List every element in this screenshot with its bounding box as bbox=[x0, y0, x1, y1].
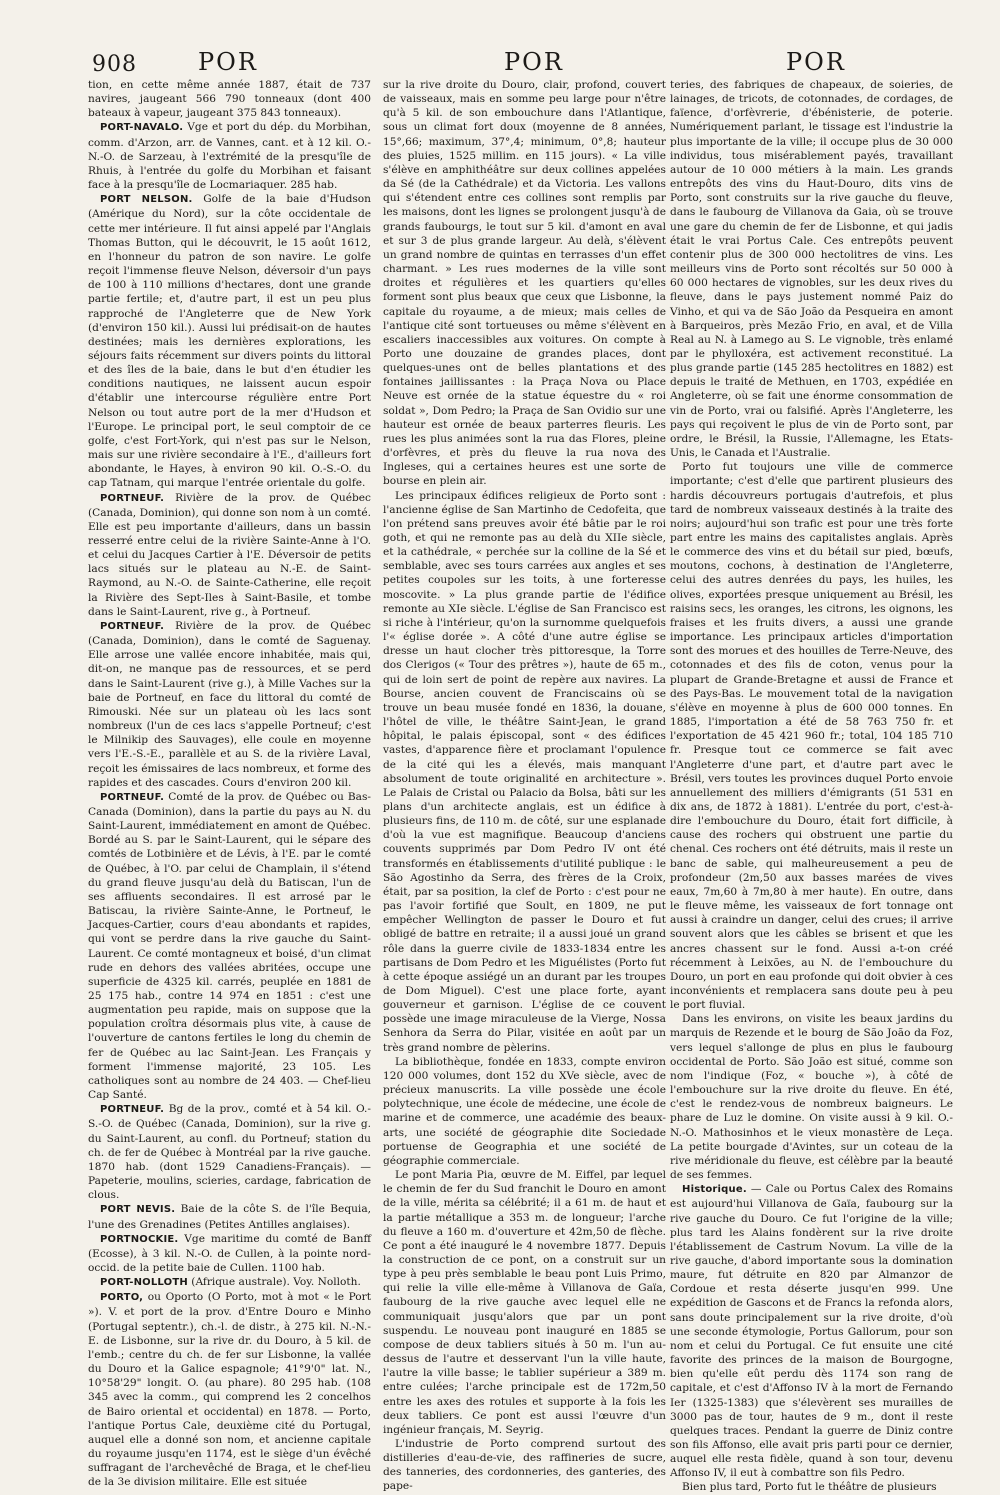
dictionary-entry bbox=[670, 1182, 953, 1480]
entry-text: Bg de la prov., comté et à 54 kil. O.-S.-O. de Québec (Canada, Dominion), sur la rive g. du Saint-Laurent, au confl. du Portneuf; station du ch. de fer de Québec à Montréal par la rive gauche. 1870 hab. (dont 1529 Canadiens-Français). — Papeterie, moulins, scieries, cardage, fabrication de clous. bbox=[88, 1103, 371, 1202]
dictionary-entry bbox=[670, 1480, 953, 1494]
entry-text: — Cale ou Portus Calex des Romains est aujourd'hui Villanova de Gaïa, faubourg sur la rive gauche du Douro. Ce fut l'origine de la ville; plus tard les Alains fondèrent sur la rive droite l'établissement de Castrum Novum. La ville de la rive gauche, d'abord importante sous la domination maure, fut détruite en 820 par Almanzor de Cordoue et resta déserte jusqu'en 999. Une expédition de Gascons et de Francs la refonda alors, sans doute principalement sur la rive droite, d'où une seconde étymologie, Portus Gallorum, pour son nom et celui du Portugal. Ce fut ensuite une cité favorite des princes de la maison de Bourgogne, bien qu'elle eût perdu dès 1174 son rang de capitale, et c'est d'Affonso IV à la mort de Fernando Ier (1325-1383) que s'élevèrent ses murailles de 3000 pas de tour, hautes de 9 m., dont il reste quelques traces. Pendant la guerre de Diniz contre son fils Affonso, elle avait pris parti pour ce dernier, auquel elle resta fidèle, quand à son tour, devenu Affonso IV, il eut à combattre son fils Pedro. bbox=[670, 1183, 953, 1480]
page-number: 908 bbox=[92, 52, 137, 77]
text-column-2 bbox=[383, 78, 666, 1493]
entry-text: Le pont Maria Pia, œuvre de M. Eiffel, par lequel le chemin de fer du Sud franchit le Douro en amont de la ville, mérita sa célébrité; il a 61 m. de haut et la partie métallique a 353 m. de longueur; l'arche du fleuve a 160 m. d'ouverture et 42m,50 de flèche. Ce pont a été inauguré le 4 novembre 1877. Depuis la construction de ce pont, on a construit sur un type à peu près semblable le beau pont Luis Primo, qui relie la ville elle-même à Villanova de Gaïa, faubourg de la rive gauche avec lequel elle ne communiquait jusqu'alors que par un pont suspendu. Le nouveau pont inauguré en 1885 se compose de deux tabliers situés à 50 m. l'un au-dessus de l'autre et desservant l'un la ville haute, l'autre la ville basse; le tablier supérieur a 389 m. entre culées; l'arche principale est de 172m,50 entre les axes des rotules et supporte à la fois les deux tabliers. Ce pont est aussi l'œuvre d'un ingénieur français, M. Seyrig. bbox=[383, 1169, 666, 1436]
entry-text: teries, des fabriques de chapeaux, de soieries, de lainages, de tricots, de cotonnades, de cordages, de faïence, d'orfèvrerie, d'ébénisterie, de poterie. Numériquement parlant, le tissage est l'industrie la plus importante de la ville; il occupe plus de 30 000 individus, tous misérablement payés, travaillant autour de 10 000 métiers à la main. Les grands entrepôts des vins du Haut-Douro, dits vins de Porto, sont construits sur la rive gauche du fleuve, dans le faubourg de Villanova da Gaia, où se trouve une gare du chemin de fer de Lisbonne, et qui jadis était le vrai Portus Cale. Ces entrepôts peuvent contenir plus de 300 000 hectolitres de vins. Les meilleurs vins de Porto sont récoltés sur 50 000 à 60 000 hectares de vignobles, sur les deux rives du fleuve, dans le pays justement nommé Paiz do Vinho, et qui va de São João da Pesqueira en amont à Barqueiros, près Mezão Frio, en aval, et de Villa Real au N. à Lamego au S. Le vignoble, très enlamé par le phylloxéra, est activement reconstitué. La plus grande partie (145 285 hectolitres en 1882) est depuis le traité de Methuen, en 1703, expédiée en Angleterre, où se fait une énorme consommation de vin de Porto, vrai ou falsifié. Après l'Angleterre, les pays qui reçoivent le plus de vin de Porto sont, par ordre, le Brésil, la Russie, l'Allemagne, les Etats-Unis, le Canada et l'Australie. bbox=[670, 79, 953, 460]
entry-text: Baie de la côte S. de l'île Bequia, l'une des Grenadines (Petites Antilles anglaises). bbox=[88, 1203, 371, 1231]
page-header bbox=[0, 0, 1000, 80]
dictionary-entry bbox=[383, 489, 666, 1055]
entry-text: Vge et port du dép. du Morbihan, comm. d'Arzon, arr. de Vannes, cant. et à 12 kil. O.-N.-O. de Sarzeau, à l'extrémité de la presqu'île de Rhuis, à l'entrée du golfe du Morbihan et faisant face à la presqu'île de Locmariaquer. 285 hab. bbox=[88, 121, 371, 192]
entry-headword: PORT NELSON. bbox=[100, 194, 193, 206]
dictionary-entry bbox=[88, 1290, 371, 1489]
entry-headword: PORTNEUF. bbox=[100, 620, 165, 632]
entry-headword: PORTNEUF. bbox=[100, 1104, 165, 1116]
entry-text: ou Oporto (O Porto, mot à mot « le Port »). V. et port de la prov. d'Entre Douro e Minho (Portugal septentr.), ch.-l. de distr., à 275 kil. N.-N.-E. de Lisbonne, sur la rive dr. du Douro, à 5 kil. de l'emb.; centre du ch. de fer sur Lisbonne, la vallée du Douro et la Galice espagnole; 41°9'0" lat. N., 10°58'29" longit. O. (au phare). 80 295 hab. (108 345 avec la comm., qui comprend les 2 concelhos de Bairo oriental et occidental) en 1878. — Porto, l'antique Portus Cale, deuxième cité du Portugal, auquel elle a donné son nom, et ancienne capitale du royaume jusqu'en 1174, est le siège d'un évêché suffragant de l'archevêché de Braga, et le chef-lieu de la 3e division militaire. Elle est située bbox=[88, 1291, 371, 1489]
text-column-3 bbox=[670, 78, 953, 1494]
entry-headword: PORTNOCKIE. bbox=[100, 1233, 179, 1245]
dictionary-entry bbox=[383, 1437, 666, 1494]
dictionary-entry bbox=[88, 1275, 371, 1290]
dictionary-entry bbox=[88, 120, 371, 192]
entry-headword: PORT NEVIS. bbox=[100, 1204, 176, 1216]
text-column-1 bbox=[88, 78, 371, 1489]
dictionary-entry bbox=[383, 1055, 666, 1168]
entry-headword: Historique. bbox=[682, 1184, 747, 1196]
dictionary-entry bbox=[383, 78, 666, 489]
entry-headword: PORT-NOLLOTH bbox=[100, 1277, 188, 1289]
dictionary-entry bbox=[88, 1202, 371, 1231]
dictionary-entry bbox=[88, 790, 371, 1102]
running-head-right: POR bbox=[786, 48, 846, 76]
entry-text: Bien plus tard, Porto fut le théâtre de plusieurs bbox=[682, 1481, 937, 1494]
entry-text: Vge maritime du comté de Banff (Ecosse), à 3 kil. N.-O. de Cullen, à la pointe nord-occid. de la petite baie de Cullen. 1100 hab. bbox=[88, 1232, 371, 1274]
entry-text: La bibliothèque, fondée en 1833, compte environ 120 000 volumes, dont 152 du XVe siècle, avec de précieux manuscrits. La ville possède une école polytechnique, une école de médecine, une école de marine et de commerce, une académie des beaux-arts, une société de géographie dite Sociedade portuense de Geographia et une société de géographie commerciale. bbox=[383, 1055, 666, 1167]
dictionary-entry bbox=[670, 78, 953, 460]
dictionary-entry bbox=[88, 491, 371, 619]
entry-text: Comté de la prov. de Québec ou Bas-Canada (Dominion), dans la partie du pays au N. du Saint-Laurent, immédiatement en amont de Québec. Bordé au S. par le Saint-Laurent, qui le sépare des comtés de Lotbinière et de Lévis, à l'E. par le comté de Québec, à l'O. par celui de Champlain, il s'étend du grand fleuve jusqu'au delà du Batiscan, l'un de ses affluents secondaires. Il est arrosé par le Batiscau, la rivière Sainte-Anne, le Portneuf, le Jacques-Cartier, cours d'eau abondants et rapides, qui vont se perdre dans la rive gauche du Saint-Laurent. Ce comté montagneux et boisé, d'un climat rude en dehors des vallées abritées, occupe une superficie de 4325 kil. carrés, peuplée en 1881 de 25 175 hab., contre 14 974 en 1851 : c'est une augmentation peu rapide, mais on suppose que la population croîtra désormais plus vite, à cause de l'ouverture de cantons fertiles le long du chemin de fer de Québec au lac Saint-Jean. Les Français y forment l'immense majorité, 23 105. Les catholiques sont au nombre de 24 403. — Chef-lieu Cap Santé. bbox=[88, 790, 371, 1102]
entry-headword: PORT-NAVALO. bbox=[100, 122, 184, 134]
entry-text: (Afrique australe). Voy. Nolloth. bbox=[187, 1276, 361, 1289]
entry-text: tion, en cette même année 1887, était de 737 navires, jaugeant 566 790 tonneaux (dont 400 bateaux à vapeur, jaugeant 375 843 tonneaux). bbox=[88, 79, 371, 120]
dictionary-entry bbox=[88, 1102, 371, 1202]
entry-headword: PORTO, bbox=[100, 1292, 144, 1304]
dictionary-entry bbox=[383, 1168, 666, 1437]
dictionary-entry bbox=[670, 460, 953, 1012]
running-head-left: POR bbox=[198, 48, 258, 76]
entry-text: Dans les environs, on visite les beaux jardins du marquis de Rezende et le bourg de São João da Foz, vers lequel s'allonge de plus en plus le faubourg occidental de Porto. São João est situé, comme son nom l'indique (Foz, « bouche »), à côté de l'embouchure sur la rive droite du fleuve. En été, c'est le rendez-vous de nombreux baigneurs. Le phare de Luz le domine. On visite aussi à 9 kil. O.-N.-O. Mathosinhos et le vieux monastère de Leça. La petite bourgade d'Avintes, sur un coteau de la rive méridionale du fleuve, est célèbre par la beauté de ses femmes. bbox=[670, 1013, 953, 1182]
entry-text: sur la rive droite du Douro, clair, profond, couvert de vaisseaux, mais en somme peu large pour n'être qu'à 5 kil. de son embouchure dans l'Atlantique, sous un climat fort doux (moyenne de 8 années, 15°,66; maximum, 37°,4; minimum, 0°,8; hauteur des pluies, 1525 millim. en 115 jours). « La ville s'élève en amphithéâtre sur deux collines appelées da Sé (de la Cathédrale) et da Victoria. Les vallons qui s'étendent entre ces collines sont remplis par les maisons, dont les lignes se prolongent jusqu'à de grands faubourgs, le tout sur 5 kil. d'amont en aval et sur 3 de plus grande largeur. Au delà, s'élèvent un grand nombre de quintas en terrasses d'un effet charmant. » Les rues modernes de la ville sont droites et régulières et les quartiers qu'elles forment sont plus beaux que ceux que Lisbonne, la capitale du royaume, a de mieux; mais celles de l'antique cité sont tortueuses ou même s'élèvent en escaliers inaccessibles aux voitures. On compte à Porto une douzaine de grandes places, dont quelques-unes ont de belles plantations et des fontaines jaillissantes : la Praça Nova ou Place Neuve est ornée de la statue équestre du « roi soldat », Dom Pedro; la Praça de San Ovidio sur une hauteur est ornée de beaux parterres fleuris. Les rues les plus animées sont la rua das Flores, pleine d'orfèvres, et près du fleuve la rua nova des Ingleses, qui a certaines heures est une sorte de bourse en plein air. bbox=[383, 79, 666, 488]
dictionary-entry bbox=[670, 1012, 953, 1182]
entry-text: Golfe de la baie d'Hudson (Amérique du Nord), sur la côte occidentale de cette mer intérieure. Il fut ainsi appelé par l'Anglais Thomas Button, qui le découvrit, le 15 août 1612, en l'honneur du patron de son navire. Le golfe reçoit l'immense fleuve Nelson, déversoir d'un pays de 100 à 110 millions d'hectares, dont une grande partie fertile; et, d'autre part, il est un peu plus rapproché de l'Angleterre que de New York (d'environ 150 kil.). Aussi lui prédisait-on de hautes destinées; mais les dernières explorations, les séjours faits récemment sur divers points du littoral et des îles de la baie, dans le but d'en étudier les conditions nautiques, ne laissent aucun espoir d'établir une intercourse régulière entre Port Nelson ou tout autre port de la mer d'Hudson et l'Europe. Le principal port, le seul comptoir de ce golfe, c'est Fort-York, qui n'est pas sur le Nelson, mais sur une rivière secondaire à l'E., d'ailleurs fort abondante, le Hayes, à environ 90 kil. O.-S.-O. du cap Tatnam, qui marque l'entrée orientale du golfe. bbox=[88, 193, 371, 490]
dictionary-entry bbox=[88, 1232, 371, 1275]
entry-text: Rivière de la prov. de Québec (Canada, Dominion), qui donne son nom à un comté. Elle est peu importante d'ailleurs, dans un bassin resserré entre celui de la rivière Sainte-Anne à l'O. et celui du Jacques Cartier à l'E. Déversoir de petits lacs situés sur le plateau au N.-E. de Saint-Raymond, au N.-O. de Sainte-Catherine, elle reçoit la Rivière des Sept-Iles à Saint-Basile, et tombe dans le Saint-Laurent, rive g., à Portneuf. bbox=[88, 491, 371, 618]
entry-text: L'industrie de Porto comprend surtout des distilleries d'eau-de-vie, des raffineries de sucre, des tanneries, des cordonneries, des ganteries, des pape- bbox=[383, 1438, 666, 1493]
entry-headword: PORTNEUF. bbox=[100, 492, 165, 504]
entry-text: Les principaux édifices religieux de Porto sont : l'ancienne église de San Martinho de Cedofeita, que l'on prétend sans preuves avoir été bâtie par le roi goth, et qui ne remonte pas au delà du XIIe siècle, et la cathédrale, « perchée sur la colline de la Sé et semblable, avec ses tours carrées aux angles et ses petites coupoles sur les toits, à une forteresse moscovite. » La plus grande partie de l'édifice remonte au XIe siècle. L'église de San Francisco est si riche à l'intérieur, qu'on la surnomme quelquefois l'« église dorée ». A côté d'une autre église se dresse un haut clocher très pittoresque, la Torre dos Clerigos (« Tour des prêtres »), haute de 65 m., qui de loin sert de point de repère aux navires. La Bourse, ancien couvent de Franciscains où se trouve un beau musée fondé en 1836, la douane, l'hôtel de ville, le théâtre Saint-Jean, le grand hôpital, le palais épiscopal, sont « des édifices vastes, d'apparence fière et proclamant l'opulence de la cité qui les a élevés, mais manquant absolument de toute originalité en architecture ». Le Palais de Cristal ou Palacio da Bolsa, bâti sur les plans d'un architecte anglais, est un édifice à plusieurs fins, de 110 m. de côté, sur une esplanade d'où la vue est magnifique. Beaucoup d'anciens couvents supprimés par Dom Pedro IV ont été transformés en établissements d'utilité publique : le São Agostinho da Serra, des frères de la Croix, était, par sa position, la clef de Porto : c'est pour ne pas l'avoir fortifié que Soult, en 1809, ne put empêcher Wellington de passer le Douro et fut obligé de battre en retraite; il a aussi joué un grand rôle dans la guerre civile de 1833-1834 entre les partisans de Dom Pedro et les Miguélistes (Porto fut à cette époque assiégé un an durant par les troupes de Dom Miguel). C'est une place forte, ayant gouverneur et garnison. L'église de ce couvent possède une image miraculeuse de la Vierge, Nossa Senhora da Serra do Pilar, visitée en août par un très grand nombre de pèlerins. bbox=[383, 489, 666, 1054]
entry-text: Rivière de la prov. de Québec (Canada, Dominion), dans le comté de Saguenay. Elle arrose une vallée encore inhabitée, mais qui, dit-on, ne manque pas de ressources, et se perd dans le Saint-Laurent (rive g.), à Mille Vaches sur la baie de Portneuf, en face du littoral du comté de Rimouski. Née sur un plateau où les lacs sont nombreux (l'un de ces lacs s'appelle Portneuf; c'est le Milnikip des Sauvages), elle coule en moyenne vers l'E.-S.-E., parallèle et au S. de la rivière Laval, reçoit les émissaires de lacs nombreux, et forme des rapides et des cascades. Cours d'environ 200 kil. bbox=[88, 619, 371, 789]
dictionary-entry bbox=[88, 192, 371, 490]
dictionary-entry bbox=[88, 619, 371, 790]
dictionary-entry bbox=[88, 78, 371, 120]
entry-headword: PORTNEUF. bbox=[100, 791, 165, 803]
entry-text: Porto fut toujours une ville de commerce importante; c'est d'elle que partirent plusieurs des hardis découvreurs portugais d'autrefois, et plus tard de nombreux vaisseaux destinés à la traite des noirs; aujourd'hui son trafic est pour une très forte part entre les mains des capitalistes anglais. Après le commerce des vins et du bétail sur pied, bœufs, moutons, cochons, à destination de l'Angleterre, celui des autres denrées du pays, les huiles, les olives, exportées presque uniquement au Brésil, les raisins secs, les oranges, les citrons, les oignons, les fraises et les fruits divers, a aussi une grande importance. Les principaux articles d'importation sont des morues et des houilles de Terre-Neuve, des cotonnades et des fils de coton, venus pour la plupart de Grande-Bretagne et aussi de France et des Pays-Bas. Le mouvement total de la navigation s'élève en moyenne à plus de 600 000 tonnes. En 1885, l'importation a été de 58 763 750 fr. et l'exportation de 45 421 960 fr.; total, 104 185 710 fr. Presque tout ce commerce se fait avec l'Angleterre d'une part, et d'autre part avec le Brésil, vers toutes les provinces duquel Porto envoie annuellement des milliers d'émigrants (51 531 en dix ans, de 1872 à 1881). L'entrée du port, c'est-à-dire l'embouchure du Douro, était fort difficile, à cause des rochers qui obstruent une partie du chenal. Ces rochers ont été détruits, mais il reste un banc de sable, qui malheureusement a peu de profondeur (2m,50 aux basses marées de vives eaux, 7m,60 à 7m,80 à mer haute). En outre, dans le fleuve même, les vaisseaux de fort tonnage ont aussi à craindre un danger, celui des crues; il arrive souvent alors que les câbles se brisent et que les ancres chassent sur le fond. Aussi a-t-on créé récemment à Leixões, au N. de l'embouchure du Douro, un port en eau profonde qui doit obvier à ces inconvénients et remplacera sans doute peu à peu le port fluvial. bbox=[670, 461, 953, 1012]
running-head-middle: POR bbox=[504, 48, 564, 76]
